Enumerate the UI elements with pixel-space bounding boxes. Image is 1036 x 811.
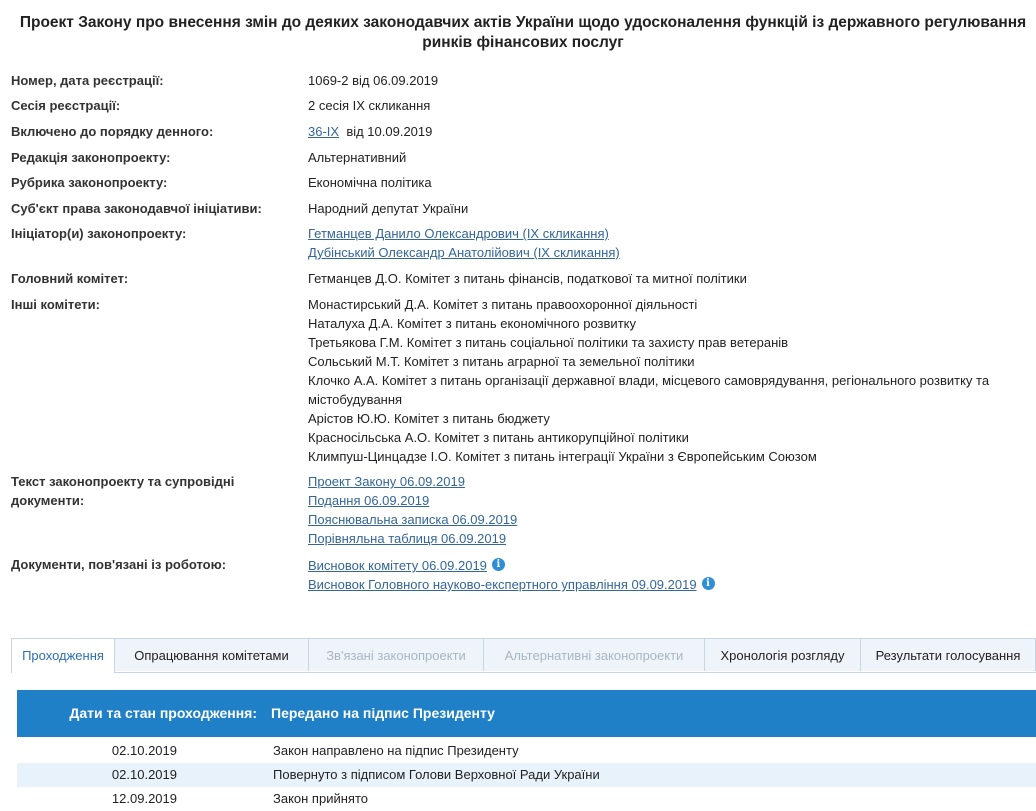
- main-committee-value: Гетманцев Д.О. Комітет з питань фінансів, податкової та митної політики: [308, 271, 747, 286]
- related-doc-row: [308, 575, 1028, 594]
- number-date-label: Номер, дата реєстрації:: [11, 73, 164, 88]
- initiator-link[interactable]: Дубінський Олександр Анатолійович (IX скликання): [308, 245, 620, 260]
- agenda-value: [308, 122, 1028, 141]
- related-docs-label: Документи, пов'язані із роботою:: [11, 557, 227, 572]
- agenda-date: від 10.09.2019: [346, 124, 433, 139]
- documents-label-line1: Текст законопроекту та супровідні: [11, 474, 235, 489]
- page-title: [0, 13, 1036, 53]
- other-committees-list: [308, 295, 1028, 466]
- session-label: Сесія реєстрації:: [11, 98, 121, 113]
- page-title-line1: Проект Закону про внесення змін до деяких законодавчих актів України щодо удосконалення функцій із державного регулювання: [19, 14, 1027, 31]
- number-date-value: 1069-2 від 06.09.2019: [308, 73, 439, 88]
- documents-label-line2: документи:: [11, 493, 85, 508]
- agenda-label: Включено до порядку денного:: [11, 124, 214, 139]
- table-row: [17, 739, 1036, 763]
- committee-item: Климпуш-Цинцадзе І.О. Комітет з питань інтеграції України з Європейським Союзом: [308, 449, 817, 464]
- edition-value: Альтернативний: [308, 150, 407, 165]
- other-committees-label: Інші комітети:: [11, 297, 100, 312]
- tab-voting-results[interactable]: Результати голосування: [860, 638, 1036, 671]
- committee-item: Монастирський Д.А. Комітет з питань правоохоронної діяльності: [308, 297, 698, 312]
- row-date: 02.10.2019: [111, 767, 177, 782]
- row-date: 12.09.2019: [111, 791, 177, 806]
- progress-table-header: [17, 690, 1036, 737]
- header-label: Дати та стан проходження:: [69, 705, 257, 721]
- document-link[interactable]: Подання 06.09.2019: [308, 493, 430, 508]
- documents-label: [11, 472, 296, 510]
- header-status: Передано на підпис Президенту: [271, 705, 495, 721]
- tab-linked-bills: Зв'язані законопроекти: [308, 638, 484, 671]
- tab-progress[interactable]: Проходження: [11, 638, 115, 673]
- initiators-label: Ініціатор(и) законопроекту:: [11, 226, 187, 241]
- rubric-value: Економічна політика: [308, 175, 432, 190]
- rubric-label: Рубрика законопроекту:: [11, 175, 168, 190]
- committee-item: Третьякова Г.М. Комітет з питань соціальної політики та захисту прав ветеранів: [308, 335, 789, 350]
- documents-list: [308, 472, 1028, 548]
- tab-alternative-bills: Альтернативні законопроекти: [483, 638, 705, 671]
- edition-label: Редакція законопроекту:: [11, 150, 171, 165]
- committee-item: Наталуха Д.А. Комітет з питань економічного розвитку: [308, 316, 636, 331]
- related-doc-link[interactable]: Висновок комітету 06.09.2019: [308, 558, 487, 573]
- committee-item: Клочко А.А. Комітет з питань організації державної влади, місцевого самоврядування, регіонального розвитку та: [308, 373, 990, 388]
- info-icon[interactable]: i: [492, 558, 505, 571]
- committee-item: Сольський М.Т. Комітет з питань аграрної та земельної політики: [308, 354, 695, 369]
- committee-item: Красносільська А.О. Комітет з питань антикорупційної політики: [308, 430, 689, 445]
- row-event: Повернуто з підписом Голови Верховної Ради України: [273, 767, 600, 782]
- subject-label: Суб'єкт права законодавчої ініціативи:: [11, 201, 262, 216]
- main-committee-label: Головний комітет:: [11, 271, 129, 286]
- tab-committees[interactable]: Опрацювання комітетами: [114, 638, 309, 671]
- committee-item: Арістов Ю.Ю. Комітет з питань бюджету: [308, 411, 550, 426]
- progress-table: [17, 690, 1036, 811]
- tab-bar: [11, 638, 1036, 673]
- session-value: 2 сесія IX скликання: [308, 98, 431, 113]
- info-icon[interactable]: i: [702, 577, 715, 590]
- committee-item-continued: містобудування: [308, 392, 403, 407]
- document-link[interactable]: Проект Закону 06.09.2019: [308, 474, 465, 489]
- related-doc-row: [308, 556, 1028, 575]
- initiator-link[interactable]: Гетманцев Данило Олександрович (IX скликання): [308, 226, 609, 241]
- document-link[interactable]: Пояснювальна записка 06.09.2019: [308, 512, 518, 527]
- initiators-list: [308, 224, 1028, 262]
- row-date: 02.10.2019: [111, 743, 177, 758]
- table-row: [17, 763, 1036, 787]
- subject-value: Народний депутат України: [308, 201, 469, 216]
- row-event: Закон прийнято: [273, 791, 368, 806]
- related-doc-link[interactable]: Висновок Головного науково-експертного управління 09.09.2019: [308, 577, 697, 592]
- related-docs-list: [308, 556, 1028, 594]
- row-event: Закон направлено на підпис Президенту: [273, 743, 519, 758]
- page-title-line2: ринків фінансових послуг: [422, 34, 624, 51]
- table-row: [17, 787, 1036, 811]
- agenda-link[interactable]: 36-IX: [308, 124, 340, 139]
- document-link[interactable]: Порівняльна таблиця 06.09.2019: [308, 531, 507, 546]
- tab-chronology[interactable]: Хронологія розгляду: [704, 638, 861, 671]
